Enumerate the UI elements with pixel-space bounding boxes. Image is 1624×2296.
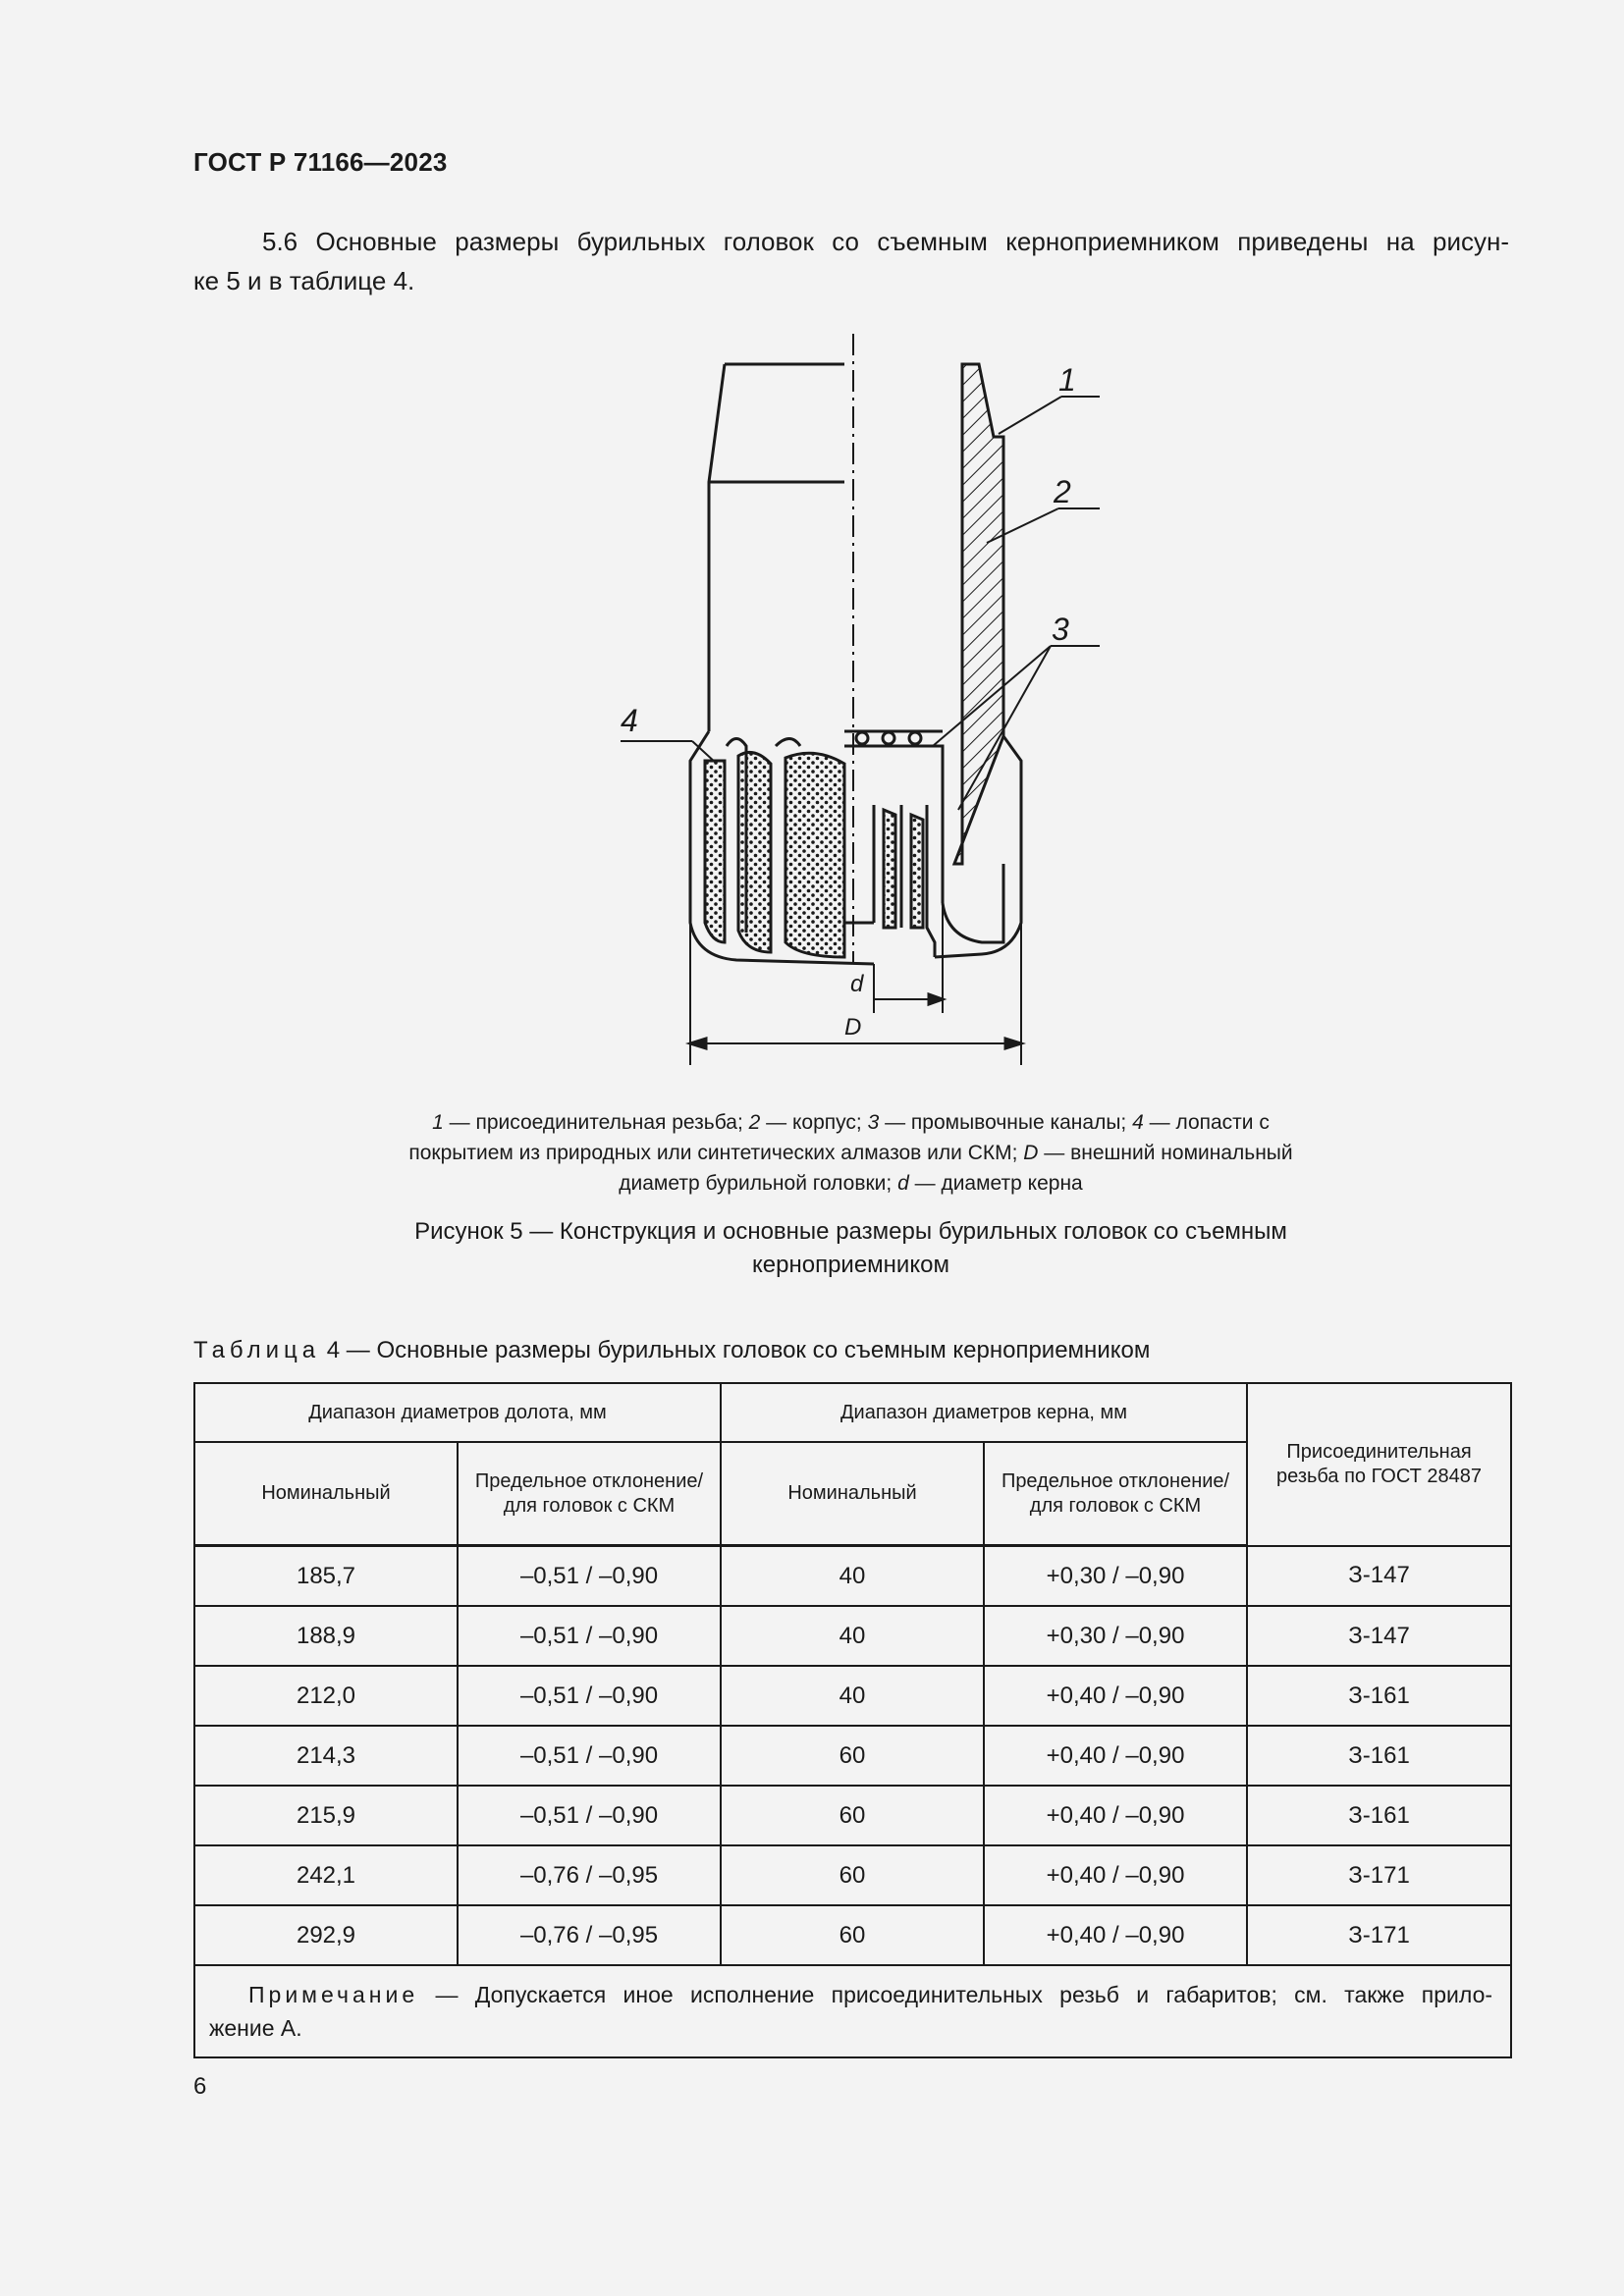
header-core-diameter: Диапазон диаметров керна, мм [721,1383,1247,1442]
cell-bit-nominal: 215,9 [194,1786,458,1845]
dim-label-D: D [844,1014,862,1041]
drill-head-drawing [550,314,1100,1080]
note-label: Примечание [248,1982,419,2007]
cell-core-nominal: 40 [721,1666,984,1726]
figure-caption-line-2: кернoприемником [752,1252,949,1278]
legend-text-d: — диаметр керна [908,1172,1083,1195]
legend-key-D: D [1023,1142,1039,1164]
table-row [194,1546,1511,1607]
cell-core-deviation: +0,40 / –0,90 [984,1845,1247,1905]
header-bit-diameter: Диапазон диаметров долота, мм [194,1383,721,1442]
callout-1: 1 [1058,362,1076,398]
cell-bit-deviation: –0,51 / –0,90 [458,1606,721,1666]
table-row [194,1666,1511,1726]
cell-core-nominal: 60 [721,1905,984,1965]
callout-2: 2 [1054,474,1071,509]
cell-bit-nominal: 242,1 [194,1845,458,1905]
table-note [194,1965,1511,2057]
cell-thread: З-171 [1247,1845,1511,1905]
cell-bit-deviation: –0,51 / –0,90 [458,1666,721,1726]
document-header: ГОСТ Р 71166—2023 [193,147,448,177]
cell-core-nominal: 60 [721,1726,984,1786]
table-row [194,1786,1511,1845]
cell-core-nominal: 60 [721,1786,984,1845]
cell-core-deviation: +0,30 / –0,90 [984,1546,1247,1607]
table-row [194,1606,1511,1666]
legend-text-4: — лопасти с покрытием из природных или синтетических алмазов или СКМ; [408,1111,1270,1164]
legend-key-1: 1 [432,1111,444,1134]
table-caption-label: Таблица [193,1337,321,1363]
legend-text-1: — присоединительная резьба; [443,1111,749,1134]
cell-bit-deviation: –0,51 / –0,90 [458,1786,721,1845]
callout-3: 3 [1052,612,1069,647]
header-bit-deviation: Предельное отклонение/для головок с СКМ [458,1442,721,1546]
table-row [194,1845,1511,1905]
cell-thread: З-161 [1247,1726,1511,1786]
header-bit-nominal: Номинальный [194,1442,458,1546]
legend-key-4: 4 [1132,1111,1144,1134]
figure-legend [387,1107,1315,1199]
header-core-nominal: Номинальный [721,1442,984,1546]
dim-label-d: d [850,971,864,997]
cell-core-nominal: 40 [721,1546,984,1607]
table-row [194,1905,1511,1965]
cell-thread: З-147 [1247,1546,1511,1607]
cell-core-deviation: +0,30 / –0,90 [984,1606,1247,1666]
cell-core-nominal: 40 [721,1606,984,1666]
page-number: 6 [193,2073,207,2100]
figure-caption-line-1: Рисунок 5 — Конструкция и основные размеры бурильных головок со съемным [414,1218,1287,1245]
legend-text-3: — промывочные каналы; [879,1111,1133,1134]
table-caption-text: 4 — Основные размеры бурильных головок со съемным кернoприемником [320,1337,1151,1363]
callout-4: 4 [621,703,638,738]
cell-bit-nominal: 185,7 [194,1546,458,1607]
cell-bit-nominal: 214,3 [194,1726,458,1786]
cell-bit-deviation: –0,51 / –0,90 [458,1546,721,1607]
table-caption [193,1337,1150,1364]
cell-bit-nominal: 188,9 [194,1606,458,1666]
figure-caption [387,1215,1315,1282]
header-thread: Присоединительная резьба по ГОСТ 28487 [1247,1383,1511,1546]
cell-bit-deviation: –0,76 / –0,95 [458,1845,721,1905]
cell-core-deviation: +0,40 / –0,90 [984,1786,1247,1845]
cell-core-deviation: +0,40 / –0,90 [984,1726,1247,1786]
cell-thread: З-161 [1247,1666,1511,1726]
legend-text-2: — корпус; [760,1111,868,1134]
legend-key-2: 2 [748,1111,761,1134]
dimensions-table [193,1382,1512,2058]
cell-bit-nominal: 292,9 [194,1905,458,1965]
legend-key-d: d [897,1172,909,1195]
cell-bit-deviation: –0,76 / –0,95 [458,1905,721,1965]
cell-core-nominal: 60 [721,1845,984,1905]
table-row [194,1726,1511,1786]
paragraph-line-2: ке 5 и в таблице 4. [193,266,415,295]
section-paragraph [193,222,1509,300]
cell-thread: З-161 [1247,1786,1511,1845]
cell-thread: З-147 [1247,1606,1511,1666]
legend-key-3: 3 [867,1111,880,1134]
cell-core-deviation: +0,40 / –0,90 [984,1905,1247,1965]
cell-core-deviation: +0,40 / –0,90 [984,1666,1247,1726]
legend-text-D: — внешний номинальный диаметр бурильной головки; [619,1142,1293,1195]
header-core-deviation: Предельное отклонение/для головок с СКМ [984,1442,1247,1546]
cell-bit-deviation: –0,51 / –0,90 [458,1726,721,1786]
note-text-2: жение А. [209,2015,302,2041]
cell-bit-nominal: 212,0 [194,1666,458,1726]
cell-thread: З-171 [1247,1905,1511,1965]
paragraph-line-1: 5.6 Основные размеры бурильных головок со съемным кернoприемником приведены на рисун- [262,227,1509,256]
note-text-1: — Допускается иное исполнение присоединительных резьб и габаритов; см. также прило- [418,1982,1493,2007]
